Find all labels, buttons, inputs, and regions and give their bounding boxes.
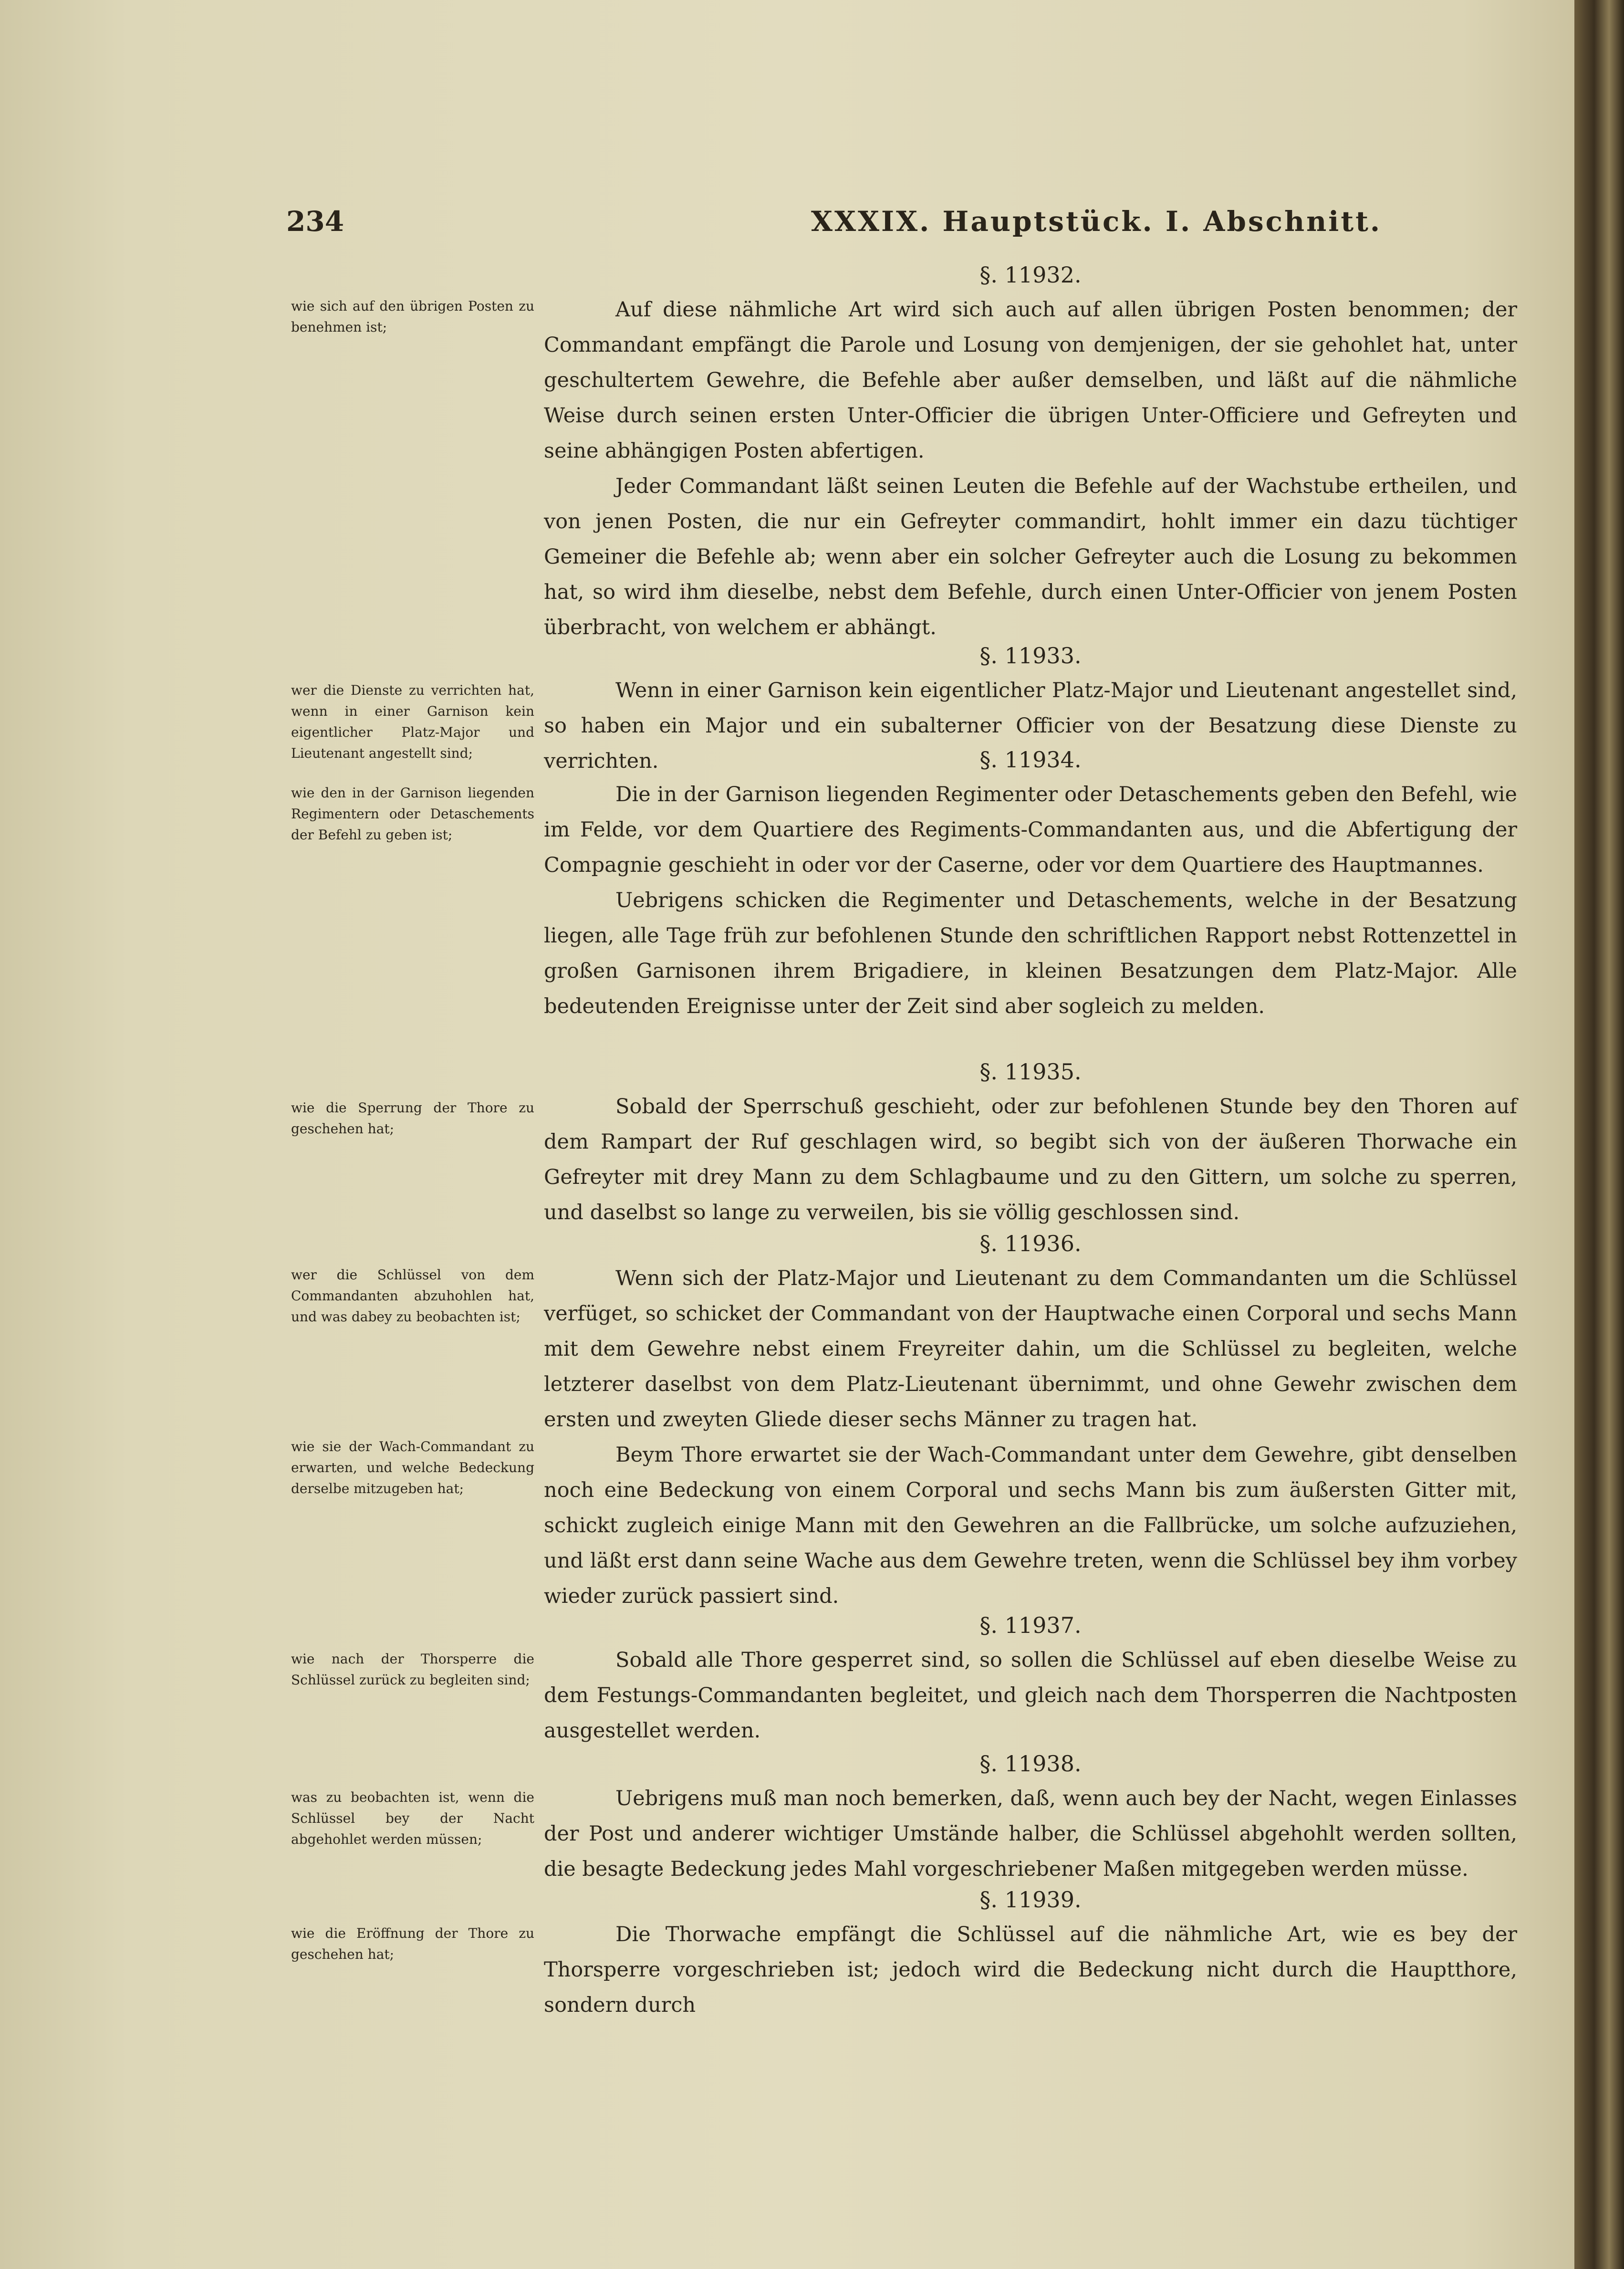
section-heading: §. 11932. (979, 262, 1082, 288)
margin-note: wer die Dienste zu verrichten hat, wenn in einer Garnison kein eigentlicher Platz-Major und Lieutenant angestellt sind; (291, 682, 534, 761)
paragraph: Jeder Commandant läßt seinen Leuten die Befehle auf der Wachstube ertheilen, und von jenen Posten, die nur ein Gefreyter commandirt, hohlt immer ein dazu tüchtiger Gemeiner die Befehle ab; wenn aber ein solcher Gefreyter auch die Losung zu bekommen hat, so wird ihm dieselbe, nebst dem Befehle, durch einen Unter-Officier von jenem Posten überbracht, von welchem er abhängt. (544, 474, 1517, 639)
paragraph: Uebrigens schicken die Regimenter und Detaschements, welche in der Besatzung liegen, alle Tage früh zur befohlenen Stunde den schriftlichen Rapport nebst Rottenzettel in großen Garnisonen ihrem Brigadiere, in kleinen Besatzungen dem Platz-Major. Alle bedeutenden Ereignisse unter der Zeit sind aber sogleich zu melden. (544, 889, 1517, 1018)
section-heading: §. 11939. (979, 1887, 1082, 1913)
margin-note: was zu beobachten ist, wenn die Schlüssel bey der Nacht abgehohlet werden müssen; (291, 1789, 534, 1847)
paragraph: Wenn sich der Platz-Major und Lieutenant zu dem Commandanten um die Schlüssel verfüget, so schicket der Commandant von der Hauptwache einen Corporal und sechs Mann mit dem Gewehre nebst einem Freyreiter dahin, um die Schlüssel zu begleiten, welche letzterer daselbst von dem Platz-Lieutenant übernimmt, und ohne Gewehr zwischen dem ersten und zweyten Gliede dieser sechs Männer zu tragen hat. (544, 1266, 1517, 1432)
page-number: 234 (286, 205, 344, 238)
section-heading: §. 11938. (979, 1751, 1082, 1777)
section-heading: §. 11934. (979, 747, 1082, 773)
section-11937 (544, 1608, 1517, 1748)
paragraph: Auf diese nähmliche Art wird sich auch auf allen übrigen Posten benommen; der Commandant empfängt die Parole und Losung von demjenigen, der sie gehohlet hat, unter geschultertem Gewehre, die Befehle aber außer demselben, und läßt auf die nähmliche Weise durch seinen ersten Unter-Officier die übrigen Unter-Officiere und Gefreyten und seine abhängigen Posten abfertigen. (544, 298, 1517, 463)
margin-note: wie nach der Thorsperre die Schlüssel zurück zu begleiten sind; (291, 1651, 534, 1688)
margin-note: wie den in der Garnison liegenden Regimentern oder Detaschements der Befehl zu geben ist; (291, 785, 534, 843)
paragraph: Sobald der Sperrschuß geschieht, oder zur befohlenen Stunde bey den Thoren auf dem Rampart der Ruf geschlagen wird, so begibt sich von der äußeren Thorwache ein Gefreyter mit drey Mann zu dem Schlagbaume und zu den Gittern, um solche zu sperren, und daselbst so lange zu verweilen, bis sie völlig geschlossen sind. (544, 1095, 1517, 1224)
paragraph: Die Thorwache empfängt die Schlüssel auf die nähmliche Art, wie es bey der Thorsperre vorgeschrieben ist; jedoch wird die Bedeckung nicht durch die Hauptthore, sondern durch (544, 1923, 1517, 2017)
margin-note: wie sich auf den übrigen Posten zu benehmen ist; (291, 298, 534, 335)
page-header (286, 205, 1527, 243)
paragraph: Sobald alle Thore gesperret sind, so sollen die Schlüssel auf eben dieselbe Weise zu dem Festungs-Commandanten begleitet, und gleich nach dem Thorsperren die Nachtposten ausgestellet werden. (544, 1648, 1517, 1743)
section-11936 (544, 1226, 1517, 1614)
margin-note: wie die Eröffnung der Thore zu geschehen hat; (291, 1925, 534, 1962)
paragraph: Die in der Garnison liegenden Regimenter oder Detaschements geben den Befehl, wie im Felde, vor dem Quartiere des Regiments-Commandanten aus, und die Abfertigung der Compagnie geschieht in oder vor der Caserne, oder vor dem Quartiere des Hauptmannes. (544, 783, 1517, 877)
paragraph: Wenn in einer Garnison kein eigentlicher Platz-Major und Lieutenant angestellet sind, so haben ein Major und ein subalterner Officier von der Besatzung diese Dienste zu verrichten. (544, 679, 1517, 773)
margin-note: wer die Schlüssel von dem Commandanten abzuhohlen hat, und was dabey zu beobachten ist; (291, 1267, 534, 1325)
section-heading: §. 11937. (979, 1612, 1082, 1638)
margin-note: wie sie der Wach-Commandant zu erwarten, und welche Bedeckung derselbe mitzugeben hat; (291, 1439, 534, 1496)
paragraph: Uebrigens muß man noch bemerken, daß, wenn auch bey der Nacht, wegen Einlasses der Post und anderer wichtiger Umstände halber, die Schlüssel abgehohlt werden sollten, die besagte Bedeckung jedes Mahl vorgeschriebener Maßen mitgegeben werden müsse. (544, 1787, 1517, 1881)
section-11939 (544, 1882, 1517, 2023)
section-11938 (544, 1746, 1517, 1887)
section-11934 (544, 742, 1517, 1024)
book-binding-gutter (1574, 0, 1624, 2269)
section-11932 (544, 258, 1517, 645)
section-11935 (544, 1055, 1517, 1230)
section-heading: §. 11935. (979, 1059, 1082, 1085)
margin-note: wie die Sperrung der Thore zu geschehen hat; (291, 1100, 534, 1137)
section-heading: §. 11936. (979, 1231, 1082, 1256)
paragraph: Beym Thore erwartet sie der Wach-Commandant unter dem Gewehre, gibt denselben noch eine Bedeckung von einem Corporal und sechs Mann bis zum äußersten Gitter mit, schickt zugleich einige Mann mit den Gewehren an die Fallbrücke, um solche aufzuziehen, und läßt erst dann seine Wache aus dem Gewehre treten, wenn die Schlüssel bey ihm vorbey wieder zurück passiert sind. (544, 1443, 1517, 1608)
running-head: XXXIX. Hauptstück. I. Abschnitt. (811, 205, 1382, 238)
section-heading: §. 11933. (979, 643, 1082, 669)
